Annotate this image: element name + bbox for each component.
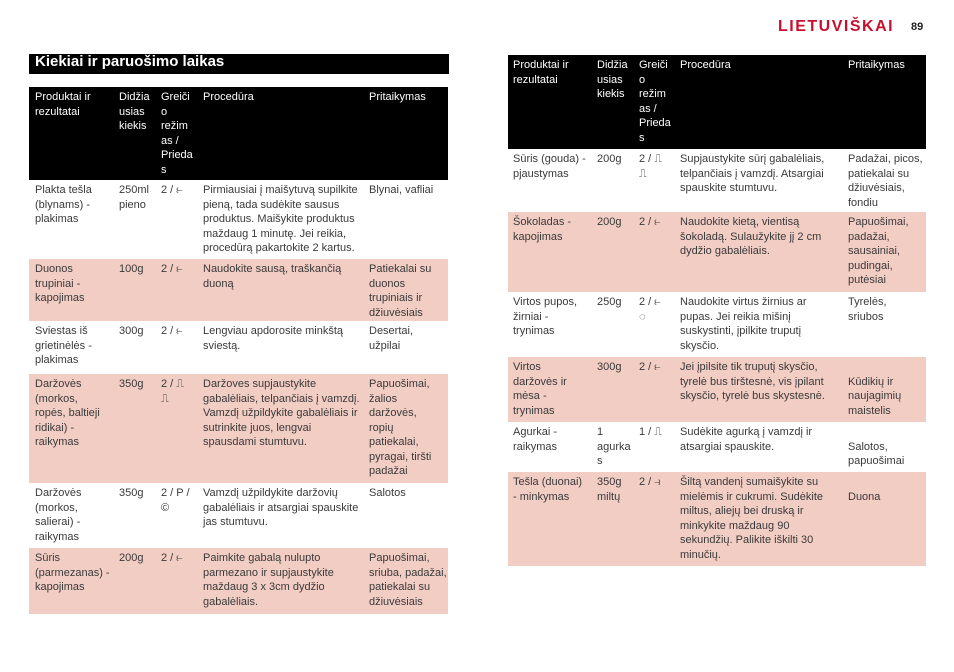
cell-product-col: Šokoladas - kapojimas <box>513 216 572 243</box>
cell-speed-col: 2 / ⥼ <box>639 216 661 228</box>
page-number: 89 <box>911 21 924 33</box>
cell-speed-col: 2 / ⥼ <box>161 325 183 337</box>
header-amount-col: Didžia usias kiekis <box>119 91 150 132</box>
cell-speed-col: 2 / ⥼ <box>639 361 661 373</box>
table-row <box>508 472 926 566</box>
cell-product-col: Virtos pupos, žirniai - trynimas <box>513 296 578 337</box>
cell-use-col: Papuošimai, žalios daržovės, ropių patiekalai, pyragai, tiršti padažai <box>369 378 432 477</box>
cell-amount-col: 350g <box>119 378 144 390</box>
cell-procedure-col: Jei įpilsite tik truputį skysčio, tyrelė bus tirštesnė, vis įpilant skysčio, tyrelė bus skystesnė. <box>680 361 825 402</box>
cell-amount-col: 200g <box>597 216 622 228</box>
cell-speed-col: 2 / ⎍ ⎍ <box>639 153 662 180</box>
cell-procedure-col: Naudokite sausą, traškančią duoną <box>203 263 342 290</box>
cell-speed-col: 2 / ⥼ <box>161 263 183 275</box>
cell-use-col: Salotos, papuošimai <box>848 440 905 467</box>
cell-product-col: Sūris (gouda) - pjaustymas <box>513 153 586 180</box>
header-use-col: Pritaikymas <box>369 91 426 103</box>
cell-use-col: Kūdikių ir naujagimių maistelis <box>848 375 902 417</box>
cell-use-col: Papuošimai, padažai, sausainiai, pudingai, putėsiai <box>848 216 909 286</box>
cell-amount-col: 200g <box>119 552 144 564</box>
table-row <box>508 422 926 472</box>
header-product-col: Produktai ir rezultatai <box>35 91 91 118</box>
table-row <box>508 357 926 422</box>
cell-use-col: Tyrelės, sriubos <box>848 296 887 323</box>
cell-amount-col: 250g <box>597 296 622 308</box>
table-row <box>29 548 448 614</box>
cell-speed-col: 2 / ⥼ ◌ <box>639 296 661 323</box>
cell-product-col: Duonos trupiniai - kapojimas <box>35 263 85 304</box>
cell-speed-col: 1 / ⎍ <box>639 426 662 438</box>
cell-procedure-col: Daržoves supjaustykite gabalėliais, telpančiais į vamzdį. Vamzdį užpildykite gabalėliais ir sutrinkite juos, lengvai spausdami stumtuvu. <box>203 378 360 448</box>
cell-amount-col: 300g <box>597 361 622 373</box>
cell-procedure-col: Sudėkite agurką į vamzdį ir atsargiai spauskite. <box>680 426 813 453</box>
cell-use-col: Desertai, užpilai <box>369 325 414 352</box>
table-row <box>29 259 448 321</box>
cell-speed-col: 2 / P / © <box>161 487 190 514</box>
cell-procedure-col: Naudokite kietą, vientisą šokoladą. Sulaužykite jį 2 cm dydžio gabalėliais. <box>680 216 822 257</box>
table-row <box>29 483 448 548</box>
cell-product-col: Virtos daržovės ir mėsa - trynimas <box>513 361 567 417</box>
cell-product-col: Agurkai - raikymas <box>513 426 558 453</box>
table-row <box>508 212 926 292</box>
cell-product-col: Sviestas iš grietinėlės - plakimas <box>35 325 92 366</box>
left-table-header <box>29 87 448 180</box>
section-title: Kiekiai ir paruošimo laikas <box>29 54 449 74</box>
table-row <box>29 321 448 374</box>
cell-use-col: Padažai, picos, patiekalai su džiuvėsiais, fondiu <box>848 153 923 209</box>
cell-amount-col: 300g <box>119 325 144 337</box>
cell-procedure-col: Pirmiausiai į maišytuvą supilkite pieną, tada sudėkite sausus produktus. Maišykite produktus maždaug 1 minutę. Jei reikia, procedūrą pakartokite 2 kartus. <box>203 184 358 254</box>
header-use-col: Pritaikymas <box>848 59 905 71</box>
cell-use-col: Blynai, vafliai <box>369 184 434 196</box>
cell-speed-col: 2 / ⥼ <box>161 184 183 196</box>
cell-amount-col: 250ml pieno <box>119 184 149 211</box>
cell-use-col: Duona <box>848 490 881 503</box>
header-speed-col: Greiči o režim as / Prieda s <box>639 59 671 144</box>
table-row <box>29 180 448 259</box>
table-row <box>29 374 448 483</box>
cell-amount-col: 200g <box>597 153 622 165</box>
cell-procedure-col: Paimkite gabalą nulupto parmezano ir supjaustykite maždaug 3 x 3cm dydžio gabalėliais. <box>203 552 334 608</box>
cell-amount-col: 100g <box>119 263 144 275</box>
language-label: LIETUVIŠKAI <box>778 18 895 35</box>
cell-use-col: Papuošimai, sriuba, padažai, patiekalai su džiuvėsiais <box>369 552 447 608</box>
cell-product-col: Plakta tešla (blynams) - plakimas <box>35 184 92 225</box>
cell-procedure-col: Naudokite virtus žirnius ar pupas. Jei reikia mišinį suskystinti, įpilkite truputį skysčio. <box>680 296 807 352</box>
cell-amount-col: 1 agurka s <box>597 426 631 467</box>
table-row <box>508 149 926 212</box>
header-product-col: Produktai ir rezultatai <box>513 59 569 86</box>
header-amount-col: Didžia usias kiekis <box>597 59 628 100</box>
header-speed-col: Greiči o režim as / Prieda s <box>161 91 193 176</box>
left-quantity-table <box>29 87 448 614</box>
cell-speed-col: 2 / ⥼ <box>161 552 183 564</box>
cell-speed-col: 2 / ⥽ <box>639 476 661 488</box>
cell-product-col: Daržovės (morkos, ropės, baltieji ridikai) - raikymas <box>35 378 100 448</box>
cell-procedure-col: Šiltą vandenį sumaišykite su mielėmis ir cukrumi. Sudėkite miltus, aliejų bei druską ir minkykite maždaug 90 sekundžių. Palikite iškilti 30 minučių. <box>680 476 824 561</box>
cell-amount-col: 350g <box>119 487 144 499</box>
right-table-header <box>508 55 926 149</box>
cell-procedure-col: Lengviau apdorosite minkštą sviestą. <box>203 325 344 352</box>
cell-amount-col: 350g miltų <box>597 476 622 503</box>
cell-speed-col: 2 / ⎍ ⎍ <box>161 378 184 405</box>
cell-product-col: Tešla (duonai) - minkymas <box>513 476 583 503</box>
cell-use-col: Salotos <box>369 487 406 499</box>
cell-product-col: Daržovės (morkos, salierai) - raikymas <box>35 487 82 543</box>
right-quantity-table <box>508 55 926 566</box>
cell-product-col: Sūris (parmezanas) - kapojimas <box>35 552 110 593</box>
table-row <box>508 292 926 357</box>
cell-procedure-col: Supjaustykite sūrį gabalėliais, telpančiais į vamzdį. Atsargiai spauskite stumtuvu. <box>680 153 825 194</box>
header-procedure-col: Procedūra <box>203 91 254 103</box>
cell-procedure-col: Vamzdį užpildykite daržovių gabalėliais ir atsargiai spauskite jas stumtuvu. <box>203 487 359 528</box>
cell-use-col: Patiekalai su duonos trupiniais ir džiuvėsiais <box>369 263 432 319</box>
header-procedure-col: Procedūra <box>680 59 731 71</box>
